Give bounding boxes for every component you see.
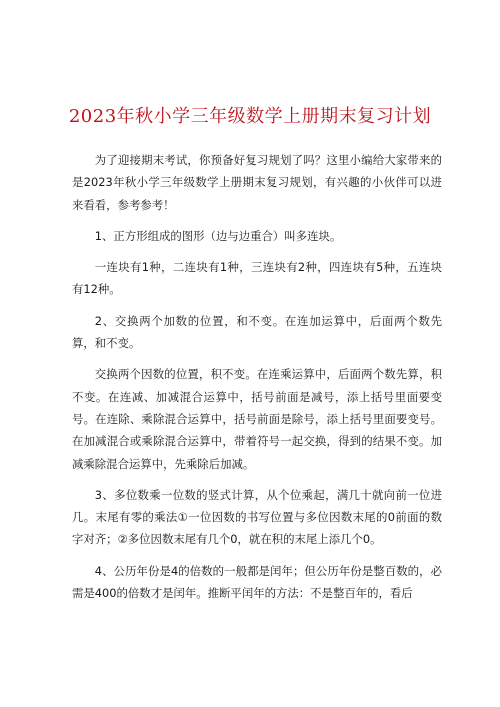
paragraph-2-multiplication: 交换两个因数的位置，积不变。在连乘运算中，后面两个数先算，积不变。在连减、加减混合运算中，括号前面是减号，添上括号里面要变号。在连除、乘除混合运算中，括号前面是除号，添上括号里面要变号。在加减混合或乘除混合运算中，带着符号一起交换，得到的结果不变。加减乘除混合运算中，先乘除后加减。 [72,367,442,471]
document-body [72,149,442,604]
paragraph-1-definition: 1、正方形组成的图形（边与边重合）叫多连块。 [94,228,342,243]
paragraph-4-leap-year: 4、公历年份是4的倍数的一般都是闰年；但公历年份是整百数的，必需是400的倍数才是闰年。推断平闰年的方法：不是整百年的，看后 [72,563,442,601]
paragraph-3-vertical-multiplication: 3、多位数乘一位数的竖式计算，从个位乘起，满几十就向前一位进几。末尾有零的乘法①一位因数的书写位置与多位因数末尾的0前面的数字对齐；②多位因数末尾有几个0，就在积的末尾上添几个0。 [72,487,442,547]
paragraph-intro: 为了迎接期末考试，你预备好复习规划了吗？这里小编给大家带来的是2023年秋小学三年级数学上册期末复习规划，有兴趣的小伙伴可以进来看看，参考参考！ [72,153,442,212]
paragraph-1-counts: 一连块有1种，二连块有1种，三连块有2种，四连块有5种，五连块有12种。 [72,260,442,297]
document-title: 2023年秋小学三年级数学上册期末复习计划 [68,106,432,127]
paragraph-2-addition: 2、交换两个加数的位置，和不变。在连加运算中，后面两个数先算，和不变。 [72,313,442,351]
